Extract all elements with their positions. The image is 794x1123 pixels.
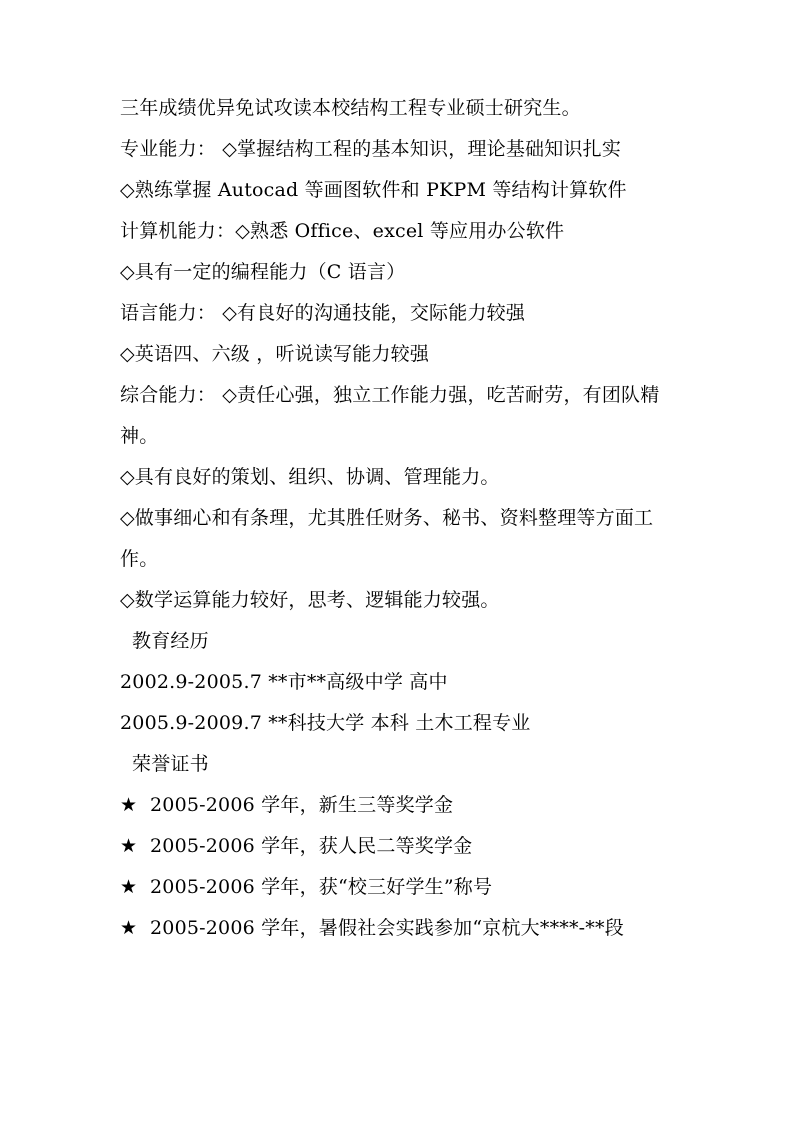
honor-item [120,908,690,949]
star-icon: ★ [120,835,138,857]
star-icon: ★ [120,917,138,939]
text-line-english-level: ◇英语四、六级 ，听说读写能力较强 [120,343,430,365]
honor-text: 2005-2006 学年，获人民二等奖学金 [150,835,473,857]
resume-body [120,88,690,949]
education-item-university: 2005.9-2009.7 **科技大学 本科 土木工程专业 [120,712,531,734]
text-line-detail-oriented: ◇做事细心和有条理，尤其胜任财务、秘书、资料整理等方面工作。 [120,507,654,570]
star-icon: ★ [120,794,138,816]
honor-text: 2005-2006 学年，新生三等奖学金 [150,794,454,816]
honor-item [120,826,690,867]
text-line-language-ability: 语言能力： ◇有良好的沟通技能，交际能力较强 [120,302,526,324]
star-icon: ★ [120,876,138,898]
text-line-planning: ◇具有良好的策划、组织、协调、管理能力。 [120,466,500,488]
text-line-programming: ◇具有一定的编程能力（C 语言） [120,261,406,283]
text-line-graduate: 三年成绩优异免试攻读本校结构工程专业硕士研究生。 [120,97,581,119]
education-item-high-school: 2002.9-2005.7 **市**高级中学 高中 [120,671,448,693]
honor-item [120,785,690,826]
honor-text: 2005-2006 学年，获“校三好学生”称号 [150,876,493,898]
text-line-math-ability: ◇数学运算能力较好，思考、逻辑能力较强。 [120,589,500,611]
text-line-computer-ability: 计算机能力：◇熟悉 Office、excel 等应用办公软件 [120,220,565,242]
text-line-comprehensive-ability: 综合能力： ◇责任心强，独立工作能力强，吃苦耐劳，有团队精神。 [120,384,660,447]
text-line-software-skill: ◇熟练掌握 Autocad 等画图软件和 PKPM 等结构计算软件 [120,179,627,201]
honor-item [120,867,690,908]
education-heading: 教育经历 [132,630,209,652]
text-line-professional-ability: 专业能力： ◇掌握结构工程的基本知识，理论基础知识扎实 [120,138,622,160]
honors-heading: 荣誉证书 [132,753,209,775]
honor-text: 2005-2006 学年，暑假社会实践参加“京杭大****-**段 [150,917,624,939]
